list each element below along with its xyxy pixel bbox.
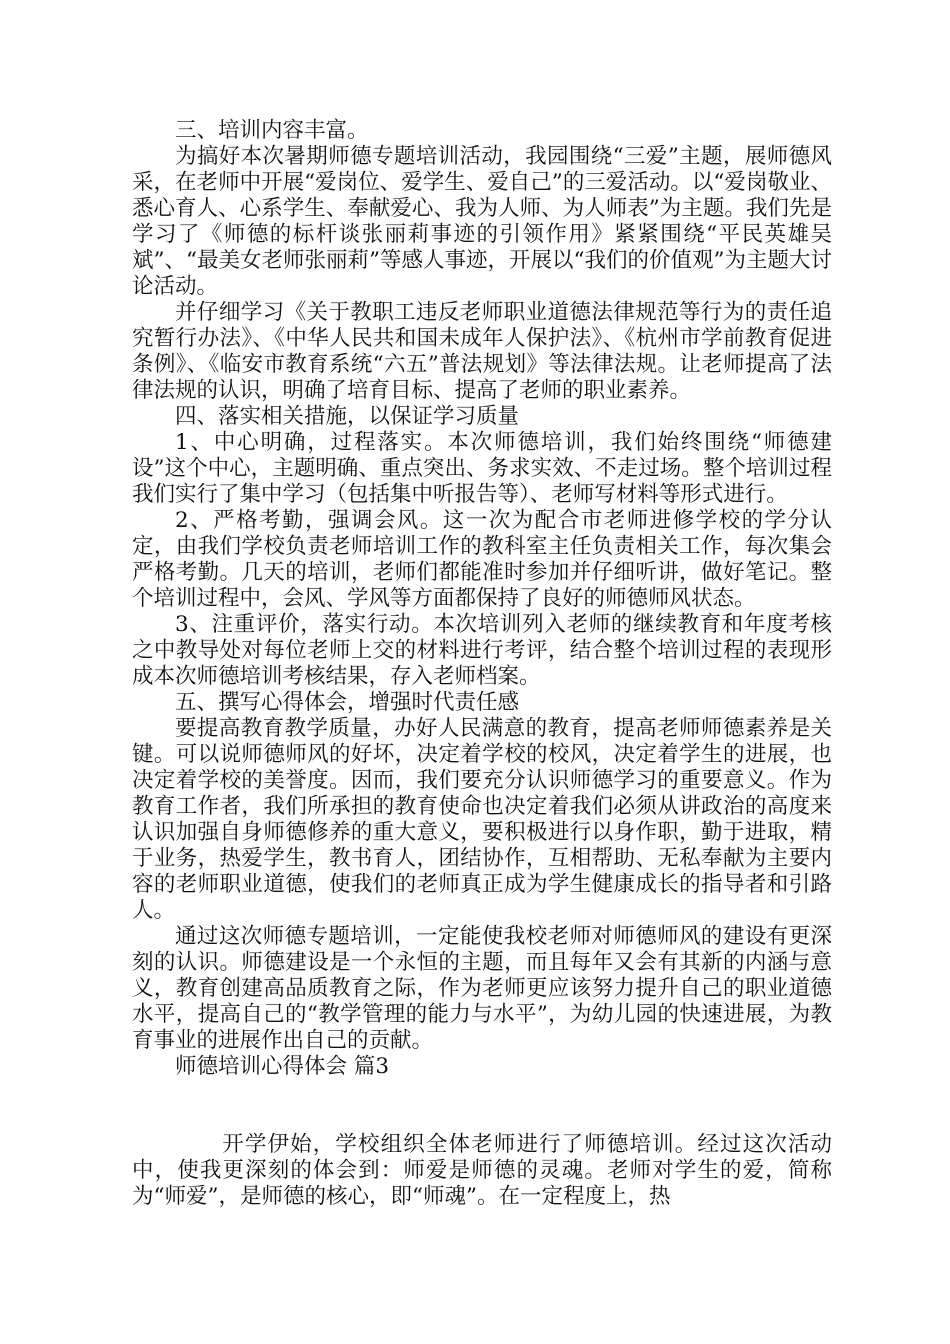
paragraph: 并仔细学习《关于教职工违反老师职业道德法律规范等行为的责任追究暂行办法》、《中华人民共和国未成年人保护法》、《杭州市学前教育促进条例》、《临安市教育系统“六五”普法规划》等法律法规。让老师提高了法律法规的认识，明确了培育目标、提高了老师的职业素养。 <box>132 300 832 403</box>
blank-spacer <box>132 1080 832 1132</box>
paragraph: 3、注重评价，落实行动。本次培训列入老师的继续教育和年度考核之中教导处对每位老师上交的材料进行考评，结合整个培训过程的表现形成本次师德培训考核结果，存入老师档案。 <box>132 612 832 689</box>
paragraph: 通过这次师德专题培训，一定能使我校老师对师德师风的建设有更深刻的认识。师德建设是一个永恒的主题，而且每年又会有其新的内涵与意义，教育创建高品质教育之际，作为老师更应该努力提升自己的职业道德水平，提高自己的“教学管理的能力与水平”，为幼儿园的快速进展，为教育事业的进展作出自己的贡献。 <box>132 924 832 1053</box>
paragraph: 为搞好本次暑期师德专题培训活动，我园围绕“三爱”主题，展师德风采，在老师中开展“爱岗位、爱学生、爱自己”的三爱活动。以“爱岗敬业、悉心育人、心系学生、奉献爱心、我为人师、为人师表”为主题。我们先是学习了《师德的标杆谈张丽莉事迹的引领作用》紧紧围绕“平民英雄吴斌”、“最美女老师张丽莉”等感人事迹，开展以“我们的价值观”为主题大讨论活动。 <box>132 144 832 299</box>
paragraph: 开学伊始，学校组织全体老师进行了师德培训。经过这次活动中，使我更深刻的体会到：师爱是师德的灵魂。老师对学生的爱，简称为“师爱”，是师德的核心，即“师魂”。在一定程度上，热 <box>132 1132 832 1209</box>
paragraph: 2、严格考勤，强调会风。这一次为配合市老师进修学校的学分认定，由我们学校负责老师培训工作的教科室主任负责相关工作，每次集会严格考勤。几天的培训，老师们都能准时参加并仔细听讲，做好笔记。整个培训过程中，会风、学风等方面都保持了良好的师德师风状态。 <box>132 508 832 611</box>
section-heading-3: 三、培训内容丰富。 <box>175 118 369 143</box>
section-heading-5: 五、撰写心得体会，增强时代责任感 <box>175 690 520 715</box>
paragraph: 1、中心明确，过程落实。本次师德培训，我们始终围绕“师德建设”这个中心，主题明确、重点突出、务求实效、不走过场。整个培训过程我们实行了集中学习（包括集中听报告等）、老师写材料等形式进行。 <box>132 430 832 507</box>
paragraph: 要提高教育教学质量，办好人民满意的教育，提高老师师德素养是关键。可以说师德师风的好坏，决定着学校的校风，决定着学生的进展，也决定着学校的美誉度。因而，我们要充分认识师德学习的重要意义。作为教育工作者，我们所承担的教育使命也决定着我们必须从讲政治的高度来认识加强自身师德修养的重大意义，要积极进行以身作职，勤于进取，精于业务，热爱学生，教书育人，团结协作，互相帮助、无私奉献为主要内容的老师职业道德，使我们的老师真正成为学生健康成长的指导者和引路人。 <box>132 716 832 923</box>
article-title: 师德培训心得体会 篇3 <box>175 1054 390 1079</box>
document-page <box>132 118 832 1210</box>
section-heading-4: 四、落实相关措施，以保证学习质量 <box>175 404 520 429</box>
